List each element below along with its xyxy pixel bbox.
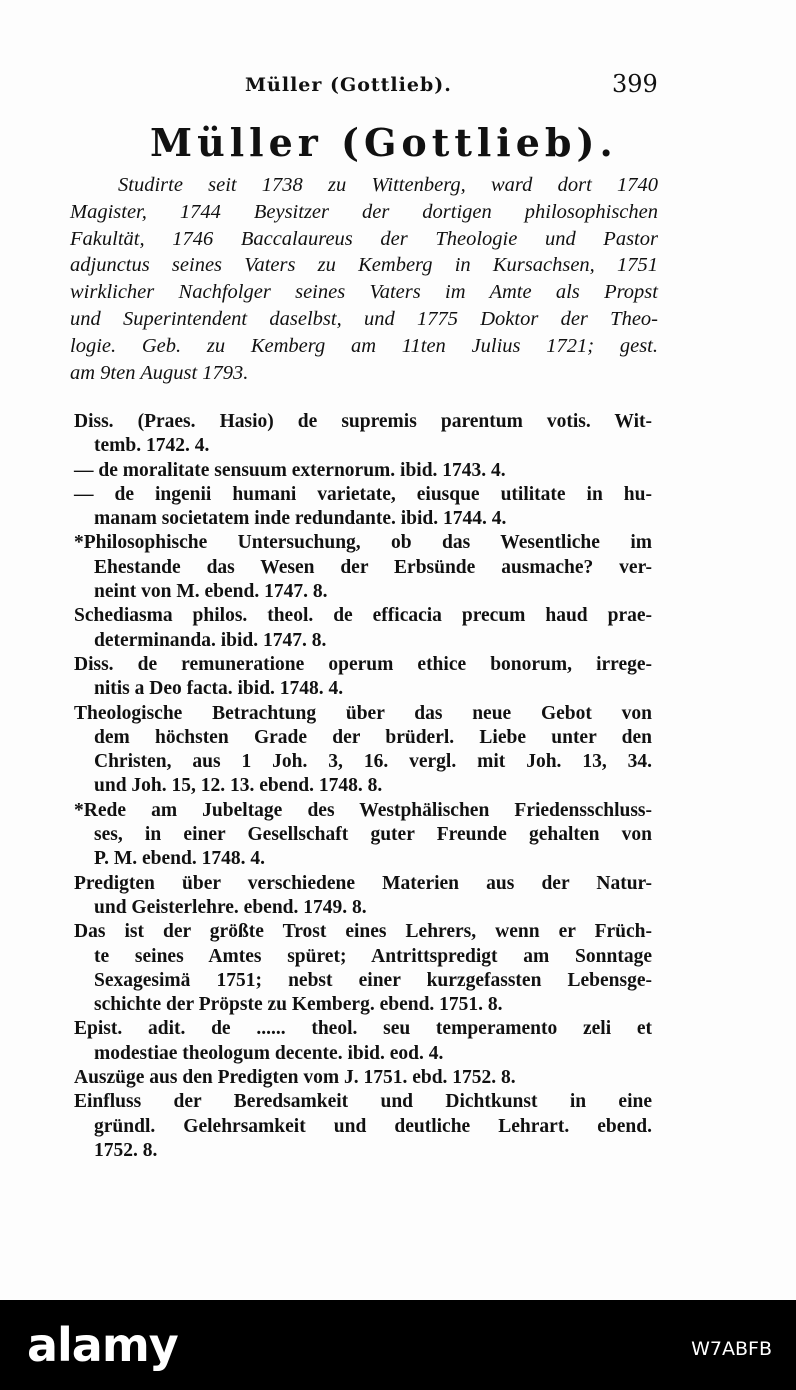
work-line: Christen, aus 1 Joh. 3, 16. vergl. mit Joh. 13, 34. xyxy=(94,751,652,773)
work-entry xyxy=(74,1017,652,1066)
work-line: — de ingenii humani varietate, eiusque utilitate in hu- xyxy=(74,483,652,505)
running-head-title: Müller (Gottlieb). xyxy=(245,74,452,96)
work-line: *Rede am Jubeltage des Westphälischen Friedensschluss- xyxy=(74,799,652,821)
alamy-logo: alamy xyxy=(27,1318,178,1372)
work-entry xyxy=(74,799,652,872)
work-line: schichte der Pröpste zu Kemberg. ebend. 1751. 8. xyxy=(94,994,503,1016)
work-entry xyxy=(74,1066,652,1090)
biography-line: adjunctus seines Vaters zu Kemberg in Kursachsen, 1751 xyxy=(70,254,658,277)
work-entry xyxy=(74,604,652,653)
work-line: Predigten über verschiedene Materien aus der Natur- xyxy=(74,872,652,894)
work-line: temb. 1742. 4. xyxy=(94,435,210,457)
work-line: Einfluss der Beredsamkeit und Dichtkunst in eine xyxy=(74,1091,652,1113)
work-line: Diss. de remuneratione operum ethice bonorum, irrege- xyxy=(74,653,652,675)
work-line: P. M. ebend. 1748. 4. xyxy=(94,848,265,870)
work-line: Auszüge aus den Predigten vom J. 1751. ebd. 1752. 8. xyxy=(74,1067,516,1089)
work-line: und Joh. 15, 12. 13. ebend. 1748. 8. xyxy=(94,775,383,797)
work-line: Theologische Betrachtung über das neue Gebot von xyxy=(74,702,652,724)
biography-line: wirklicher Nachfolger seines Vaters im Amte als Propst xyxy=(70,281,658,304)
work-line: 1752. 8. xyxy=(94,1139,158,1161)
work-entry xyxy=(74,920,652,1017)
biography-line: logie. Geb. zu Kemberg am 11ten Julius 1721; gest. xyxy=(70,334,658,357)
work-line: manam societatem inde redundante. ibid. 1744. 4. xyxy=(94,508,507,530)
work-line: *Philosophische Untersuchung, ob das Wesentliche im xyxy=(74,532,652,554)
work-entry xyxy=(74,410,652,459)
work-line: Diss. (Praes. Hasio) de supremis parentum votis. Wit- xyxy=(74,411,652,432)
biography-line: Magister, 1744 Beysitzer der dortigen philosophischen xyxy=(70,200,658,223)
watermark-bar xyxy=(0,1300,796,1390)
work-line: ses, in einer Gesellschaft guter Freunde gehalten von xyxy=(94,824,652,846)
biography-line: und Superintendent daselbst, und 1775 Doktor der Theo- xyxy=(70,307,658,330)
running-head xyxy=(0,70,796,104)
work-line: Schediasma philos. theol. de efficacia precum haud prae- xyxy=(74,605,652,627)
work-line: te seines Amtes spüret; Antrittspredigt am Sonntage xyxy=(94,945,652,967)
work-line: und Geisterlehre. ebend. 1749. 8. xyxy=(94,896,367,918)
work-entry xyxy=(74,459,652,483)
work-entry xyxy=(74,1090,652,1163)
biography-line: Studirte seit 1738 zu Wittenberg, ward dort 1740 xyxy=(118,174,658,196)
biography-line: am 9ten August 1793. xyxy=(70,361,249,384)
work-line: Das ist der größte Trost eines Lehrers, wenn er Früch- xyxy=(74,921,652,943)
work-line: modestiae theologum decente. ibid. eod. 4. xyxy=(94,1042,444,1064)
work-line: Ehestande das Wesen der Erbsünde ausmache? ver- xyxy=(94,556,652,578)
works-list xyxy=(74,410,652,1163)
page-number: 399 xyxy=(612,70,658,98)
work-line: neint von M. ebend. 1747. 8. xyxy=(94,581,328,603)
work-entry xyxy=(74,872,652,921)
biography-paragraph xyxy=(70,172,658,386)
work-line: — de moralitate sensuum externorum. ibid. 1743. 4. xyxy=(74,459,506,481)
work-entry xyxy=(74,531,652,604)
work-entry xyxy=(74,653,652,702)
work-line: determinanda. ibid. 1747. 8. xyxy=(94,629,327,651)
image-code: W7ABFB xyxy=(691,1338,772,1360)
work-line: Sexagesimä 1751; nebst einer kurzgefassten Lebensge- xyxy=(94,969,652,991)
work-entry xyxy=(74,702,652,799)
work-line: Epist. adit. de ...... theol. seu temperamento zeli et xyxy=(74,1018,652,1040)
entry-title: Müller (Gottlieb). xyxy=(150,120,618,165)
work-line: gründl. Gelehrsamkeit und deutliche Lehrart. ebend. xyxy=(94,1115,652,1137)
work-line: nitis a Deo facta. ibid. 1748. 4. xyxy=(94,678,344,700)
biography-line: Fakultät, 1746 Baccalaureus der Theologie und Pastor xyxy=(70,227,658,250)
work-line: dem höchsten Grade der brüderl. Liebe unter den xyxy=(94,726,652,748)
work-entry xyxy=(74,483,652,532)
